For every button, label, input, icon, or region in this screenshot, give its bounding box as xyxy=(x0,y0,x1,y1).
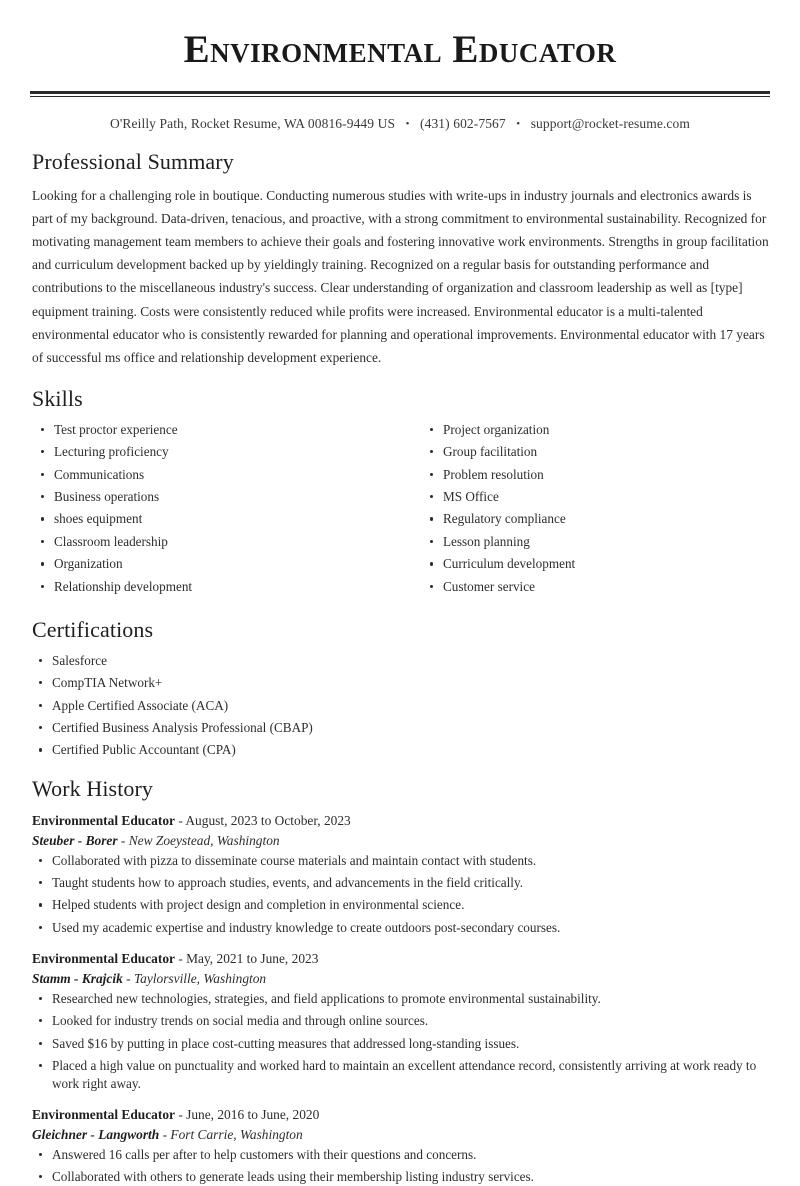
skill-item: Project organization xyxy=(421,421,770,439)
certification-item: Certified Business Analysis Professional (CBAP) xyxy=(30,719,770,737)
section-heading-certifications: Certifications xyxy=(32,617,154,643)
skill-item: Curriculum development xyxy=(421,555,770,573)
work-history-list xyxy=(30,811,770,1186)
page-title: Environmental Educator xyxy=(183,28,617,71)
job-title-line xyxy=(32,811,770,831)
skill-item: Customer service xyxy=(421,578,770,596)
skill-item: shoes equipment xyxy=(32,510,401,528)
job-bullet-item: Collaborated with pizza to disseminate course materials and maintain contact with students. xyxy=(30,852,770,870)
skill-item: Communications xyxy=(32,466,401,484)
job-bullets-list xyxy=(30,852,770,937)
job-company-dash: - xyxy=(117,833,129,849)
skill-item: Problem resolution xyxy=(421,466,770,484)
job-title: Environmental Educator xyxy=(32,1106,175,1122)
skill-item: Lesson planning xyxy=(421,533,770,551)
skill-item: Classroom leadership xyxy=(32,533,401,551)
contact-line xyxy=(30,116,770,132)
job-title-line xyxy=(32,1105,770,1125)
job-bullet-item: Collaborated with others to generate leads using their membership listing industry services. xyxy=(30,1168,770,1186)
job-location: Taylorsville, Washington xyxy=(133,971,267,987)
skills-column-right xyxy=(401,421,770,601)
certification-item: Certified Public Accountant (CPA) xyxy=(30,741,770,759)
job-title-dash: - xyxy=(174,812,186,828)
job-location: Fort Carrie, Washington xyxy=(170,1127,303,1143)
job-dates: June, 2016 to June, 2020 xyxy=(186,1106,320,1122)
section-heading-skills: Skills xyxy=(32,386,83,412)
skill-item: Group facilitation xyxy=(421,443,770,461)
job-bullets-list xyxy=(30,1146,770,1186)
job-title: Environmental Educator xyxy=(32,950,175,966)
certification-item: CompTIA Network+ xyxy=(30,674,770,692)
header-divider xyxy=(30,91,770,98)
section-certifications xyxy=(30,617,770,759)
section-professional-summary xyxy=(30,149,770,369)
divider-rule-thin xyxy=(30,96,770,98)
skill-item: MS Office xyxy=(421,488,770,506)
summary-paragraph: Looking for a challenging role in boutique. Conducting numerous studies with write-ups in industry journals and electronics awards is part of my background. Data-driven, tenacious, and proactive, with a strong commitment to environmental sustainability. Recognized for motivating management team members to achieve their goals and fostering innovative work environments. Strengths in group facilitation and curriculum development backed up by yieldingly training. Recognized on a regular basis for outstanding performance and contributions to the miscellaneous industry's success. Clear understanding of organization and classroom leadership as well as [type] equipment training. Costs were consistently reduced while profits were increased. Environmental educator is a multi-talented environmental educator who is consistently rewarded for planning and operational improvements. Environmental educator with 17 years of successful ms office and relationship development experience. xyxy=(32,187,769,366)
skill-item: Lecturing proficiency xyxy=(32,443,401,461)
section-work-history xyxy=(30,776,770,1186)
job-title-line xyxy=(32,949,770,969)
skills-columns xyxy=(32,421,770,601)
job-bullet-item: Used my academic expertise and industry knowledge to create outdoors post-secondary courses. xyxy=(30,919,770,937)
job-title: Environmental Educator xyxy=(32,812,175,828)
contact-separator-2: • xyxy=(516,118,521,131)
job-location: New Zoeystead, Washington xyxy=(128,833,280,849)
certification-item: Salesforce xyxy=(30,652,770,670)
job-dates: May, 2021 to June, 2023 xyxy=(186,950,319,966)
job-dates: August, 2023 to October, 2023 xyxy=(185,812,351,828)
job-company-line xyxy=(32,831,770,851)
section-skills xyxy=(30,386,770,600)
section-heading-summary: Professional Summary xyxy=(32,149,234,175)
section-heading-work-history: Work History xyxy=(32,776,154,802)
job-company-line xyxy=(32,1125,770,1145)
job-company-dash: - xyxy=(122,971,134,987)
contact-address: O'Reilly Path, Rocket Resume, WA 00816-9449 US xyxy=(110,116,396,132)
job-company: Gleichner - Langworth xyxy=(32,1127,160,1143)
work-history-entry xyxy=(30,1105,770,1186)
skills-column-left xyxy=(32,421,401,601)
certifications-list xyxy=(30,652,770,760)
skills-list-left xyxy=(32,421,401,596)
work-history-entry xyxy=(30,811,770,937)
job-company-line xyxy=(32,969,770,989)
contact-phone: (431) 602-7567 xyxy=(420,116,506,132)
skills-list-right xyxy=(421,421,770,596)
skill-item: Organization xyxy=(32,555,401,573)
certification-item: Apple Certified Associate (ACA) xyxy=(30,697,770,715)
job-bullet-item: Looked for industry trends on social media and through online sources. xyxy=(30,1012,770,1030)
skill-item: Relationship development xyxy=(32,578,401,596)
work-history-entry xyxy=(30,949,770,1093)
job-title-dash: - xyxy=(174,1106,187,1122)
job-bullet-item: Researched new technologies, strategies, and field applications to promote environmental sustainability. xyxy=(30,990,770,1008)
job-company: Steuber - Borer xyxy=(32,833,118,849)
skill-item: Business operations xyxy=(32,488,401,506)
job-bullet-item: Saved $16 by putting in place cost-cutting measures that addressed long-standing issues. xyxy=(30,1035,770,1053)
contact-separator-1: • xyxy=(405,118,410,131)
job-company: Stamm - Krajcik xyxy=(32,971,123,987)
job-bullet-item: Answered 16 calls per after to help customers with their questions and concerns. xyxy=(30,1146,770,1164)
contact-email: support@rocket-resume.com xyxy=(530,116,690,132)
job-title-dash: - xyxy=(174,950,187,966)
skill-item: Test proctor experience xyxy=(32,421,401,439)
job-bullets-list xyxy=(30,990,770,1093)
job-company-dash: - xyxy=(159,1127,171,1143)
skill-item: Regulatory compliance xyxy=(421,510,770,528)
job-bullet-item: Placed a high value on punctuality and worked hard to maintain an excellent attendance record, consistently arriving at work ready to work right away. xyxy=(30,1057,770,1093)
job-bullet-item: Taught students how to approach studies, events, and advancements in the field critically. xyxy=(30,874,770,892)
job-bullet-item: Helped students with project design and completion in environmental science. xyxy=(30,896,770,914)
